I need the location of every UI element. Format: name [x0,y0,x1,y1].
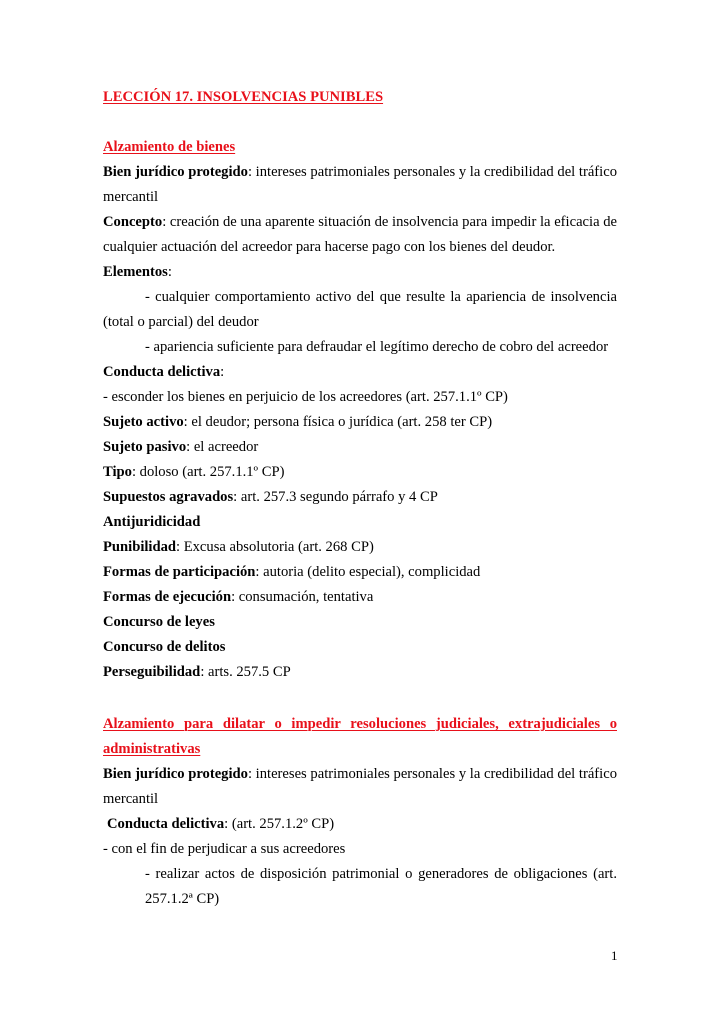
elementos-item-1-cont [103,310,617,335]
concepto-line-1 [103,210,617,235]
conducta-2-item-2-cont [103,887,617,912]
formas-ejecucion-text: : consumación, tentativa [231,589,374,605]
perseguibilidad-label: Perseguibilidad [103,664,201,680]
conducta-2-text: : (art. 257.1.2º CP) [224,816,335,832]
conducta-colon: : [220,364,225,380]
lesson-title-line [103,85,617,110]
conducta-2-line [103,812,617,837]
perseguibilidad-text: : arts. 257.5 CP [200,664,291,680]
elementos-colon: : [167,264,172,280]
bien-juridico-line-1 [103,160,617,185]
conducta-2-item-1 [103,837,617,862]
concepto-label: Concepto [103,214,163,230]
concepto-text-cont: cualquier actuación del acreedor para hacerse pago con los bienes del deudor. [103,239,556,255]
document-page [103,85,617,912]
supuestos-agravados-text: : art. 257.3 segundo párrafo y 4 CP [233,489,438,505]
concurso-leyes-label: Concurso de leyes [103,614,215,630]
sujeto-activo-label: Sujeto activo [103,414,184,430]
bien-juridico-2-text-cont: mercantil [103,791,159,807]
tipo-line [103,460,617,485]
sujeto-pasivo-text: : el acreedor [186,439,259,455]
concepto-text: : creación de una aparente situación de insolvencia para impedir la eficacia de [162,214,617,230]
bien-juridico-2-line-1 [103,762,617,787]
conducta-label: Conducta delictiva [103,364,221,380]
elementos-line [103,260,617,285]
punibilidad-text: : Excusa absolutoria (art. 268 CP) [176,539,374,555]
formas-participacion-text: : autoria (delito especial), complicidad [255,564,481,580]
conducta-2-item-2-text-cont: 257.1.2ª CP) [145,891,220,907]
bien-juridico-line-2 [103,185,617,210]
tipo-label: Tipo [103,464,132,480]
supuestos-agravados-line [103,485,617,510]
formas-ejecucion-label: Formas de ejecución [103,589,232,605]
lesson-title: LECCIÓN 17. INSOLVENCIAS PUNIBLES [103,89,384,105]
sujeto-activo-line [103,410,617,435]
concurso-leyes-line [103,610,617,635]
conducta-2-item-2-text: - realizar actos de disposición patrimonial o generadores de obligaciones (art. [145,866,617,882]
perseguibilidad-line [103,660,617,685]
bien-juridico-text: : intereses patrimoniales personales y la credibilidad del tráfico [247,164,617,180]
bien-juridico-2-text: : intereses patrimoniales personales y la credibilidad del tráfico [247,766,617,782]
spacer [103,685,617,712]
concurso-delitos-label: Concurso de delitos [103,639,226,655]
elementos-item-1 [103,285,617,310]
sujeto-pasivo-line [103,435,617,460]
punibilidad-line [103,535,617,560]
conducta-item-1-text: - esconder los bienes en perjuicio de los acreedores (art. 257.1.1º CP) [103,389,508,405]
conducta-item-1 [103,385,617,410]
formas-participacion-line [103,560,617,585]
spacer [103,110,617,135]
supuestos-agravados-label: Supuestos agravados [103,489,234,505]
section-heading-line [103,135,617,160]
elementos-item-2-text: - apariencia suficiente para defraudar el legítimo derecho de cobro del acreedor [145,339,609,355]
section-heading-alzamiento-resoluciones: Alzamiento para dilatar o impedir resoluciones judiciales, extrajudiciales o [103,716,617,732]
punibilidad-label: Punibilidad [103,539,177,555]
conducta-2-label: Conducta delictiva [107,816,225,832]
elementos-item-1-text: - cualquier comportamiento activo del que resulte la apariencia de insolvencia [145,289,617,305]
concepto-line-2 [103,235,617,260]
elementos-label: Elementos [103,264,168,280]
elementos-item-2 [103,335,617,360]
concurso-delitos-line [103,635,617,660]
section-heading-line-1 [103,712,617,737]
tipo-text: : doloso (art. 257.1.1º CP) [131,464,285,480]
bien-juridico-2-line-2 [103,787,617,812]
antijuridicidad-line [103,510,617,535]
page-number: 1 [611,948,618,963]
section-heading-alzamiento-resoluciones-cont: administrativas [103,741,201,757]
elementos-item-1-text-cont: (total o parcial) del deudor [103,314,259,330]
bien-juridico-2-label: Bien jurídico protegido [103,766,248,782]
sujeto-activo-text: : el deudor; persona física o jurídica (art. 258 ter CP) [183,414,493,430]
sujeto-pasivo-label: Sujeto pasivo [103,439,187,455]
formas-participacion-label: Formas de participación [103,564,256,580]
conducta-2-item-2 [103,862,617,887]
bien-juridico-label: Bien jurídico protegido [103,164,248,180]
conducta-line [103,360,617,385]
conducta-2-item-1-text: - con el fin de perjudicar a sus acreedores [103,841,346,857]
antijuridicidad-label: Antijuridicidad [103,514,201,530]
section-heading-line-2 [103,737,617,762]
bien-juridico-text-cont: mercantil [103,189,159,205]
formas-ejecucion-line [103,585,617,610]
section-heading-alzamiento-de-bienes: Alzamiento de bienes [103,139,236,155]
